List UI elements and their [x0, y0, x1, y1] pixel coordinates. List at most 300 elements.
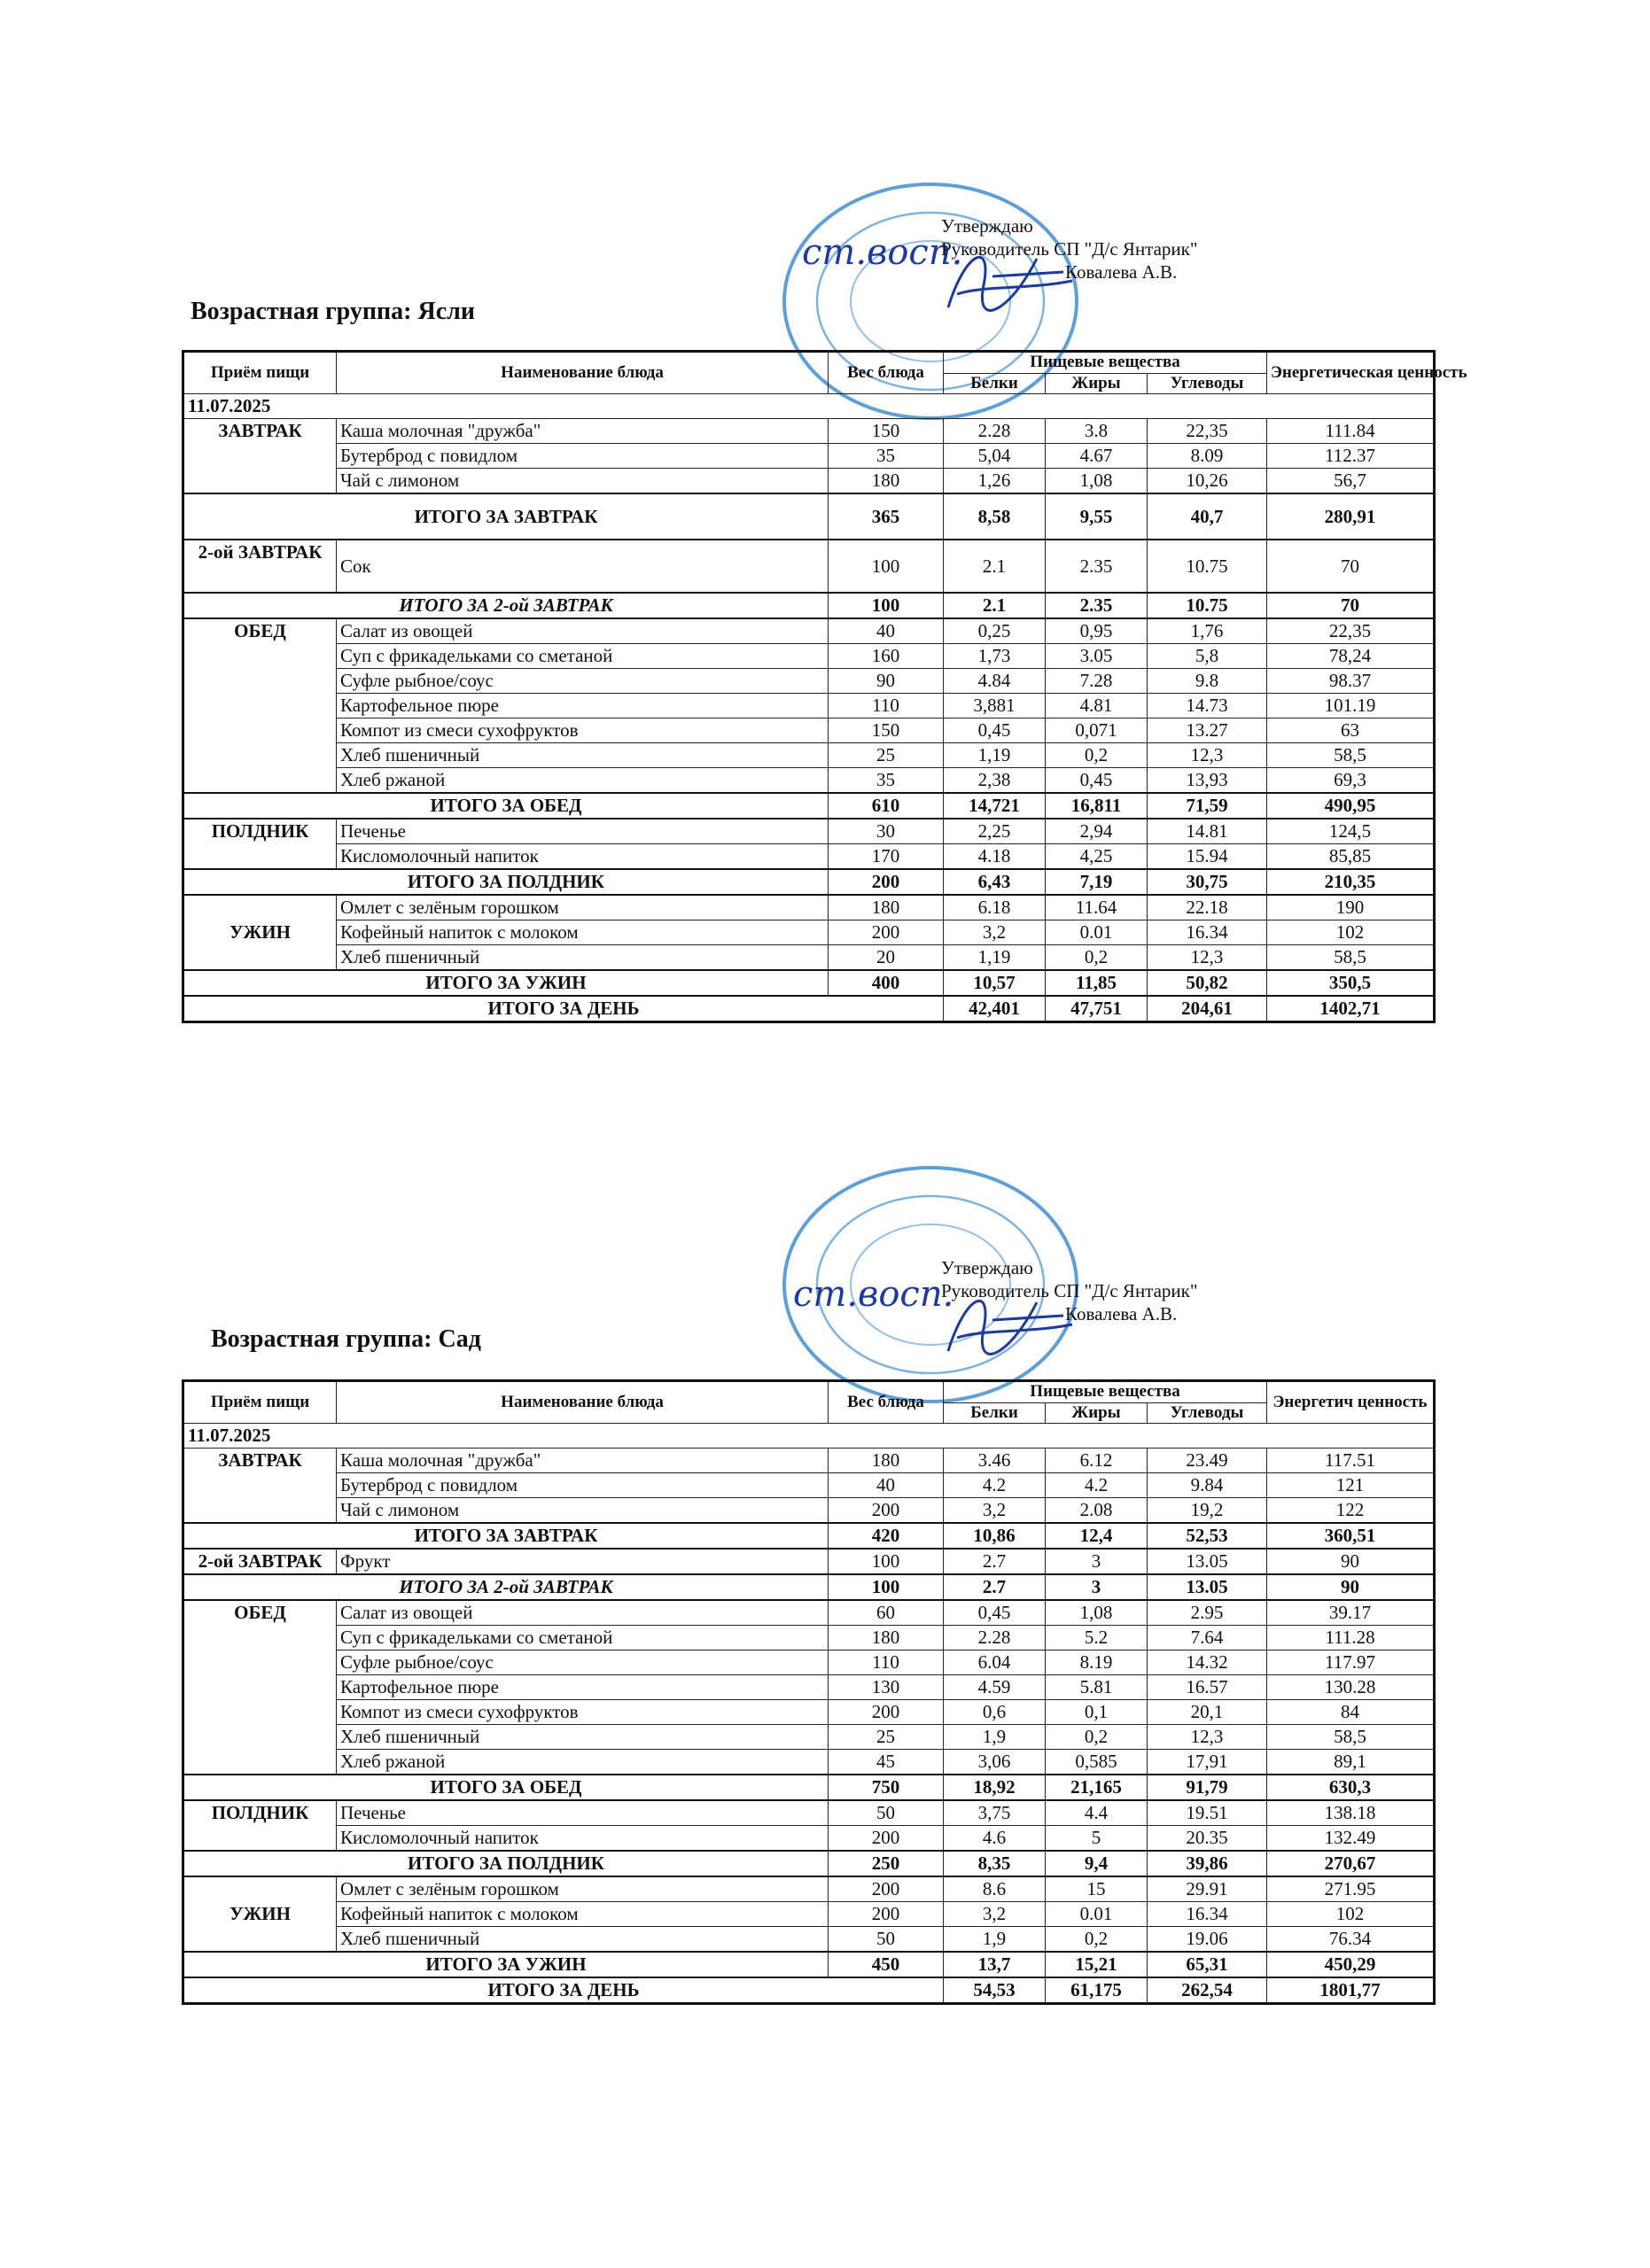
- total-protein: 8,35: [944, 1851, 1046, 1876]
- total-protein: 10,57: [944, 970, 1046, 996]
- dish-name: Картофельное пюре: [337, 1675, 829, 1700]
- fat: 15: [1046, 1876, 1148, 1902]
- total-label: ИТОГО ЗА ПОЛДНИК: [183, 1851, 829, 1876]
- dish-name: Фрукт: [337, 1549, 829, 1574]
- meal-name: УЖИН: [183, 895, 337, 970]
- weight: 50: [829, 1927, 944, 1953]
- table-row: [183, 618, 1435, 644]
- fat: 0,2: [1046, 1725, 1148, 1750]
- table-row: [183, 920, 1435, 945]
- day-total-fat: 47,751: [1046, 996, 1148, 1022]
- carbs: 22.18: [1148, 895, 1267, 920]
- fat: 0.01: [1046, 1902, 1148, 1927]
- protein: 1,9: [944, 1725, 1046, 1750]
- fat: 4,25: [1046, 844, 1148, 870]
- menu-date: 11.07.2025: [183, 394, 1435, 419]
- weight: 45: [829, 1750, 944, 1775]
- total-carbs: 50,82: [1148, 970, 1267, 996]
- fat: 0,2: [1046, 743, 1148, 768]
- meal-total-row: [183, 1851, 1435, 1876]
- dish-name: Чай с лимоном: [337, 1498, 829, 1524]
- approval-line-2: Руководитель СП "Д/с Янтарик": [941, 1280, 1198, 1301]
- carbs: 13.27: [1148, 718, 1267, 743]
- weight: 35: [829, 444, 944, 469]
- menu-table-nursery: [182, 350, 1467, 1023]
- dish-name: Кисломолочный напиток: [337, 844, 829, 870]
- meal-name: ЗАВТРАК: [183, 1449, 337, 1524]
- carbs: 2.95: [1148, 1600, 1267, 1626]
- energy: 89,1: [1267, 1750, 1435, 1775]
- protein: 8.6: [944, 1876, 1046, 1902]
- total-label: ИТОГО ЗА ПОЛДНИК: [183, 869, 829, 895]
- total-protein: 10,86: [944, 1523, 1046, 1549]
- fat: 5: [1046, 1826, 1148, 1852]
- total-carbs: 39,86: [1148, 1851, 1267, 1876]
- meal-total-row: [183, 593, 1435, 618]
- total-protein: 8,58: [944, 493, 1046, 540]
- table-row: [183, 819, 1435, 844]
- total-protein: 6,43: [944, 869, 1046, 895]
- protein: 6.18: [944, 895, 1046, 920]
- energy: 111.28: [1267, 1626, 1435, 1651]
- total-carbs: 52,53: [1148, 1523, 1267, 1549]
- protein: 4.59: [944, 1675, 1046, 1700]
- day-total-carbs: 262,54: [1148, 1977, 1267, 2004]
- fat: 4.67: [1046, 444, 1148, 469]
- energy: 117.97: [1267, 1651, 1435, 1675]
- weight: 50: [829, 1800, 944, 1826]
- header-carbs: Углеводы: [1148, 373, 1267, 394]
- energy: 90: [1267, 1549, 1435, 1574]
- header-meal: Приём пищи: [183, 1381, 337, 1424]
- dish-name: Хлеб ржаной: [337, 1750, 829, 1775]
- energy: 111.84: [1267, 419, 1435, 444]
- protein: 4.2: [944, 1473, 1046, 1498]
- protein: 2,25: [944, 819, 1046, 844]
- weight: 100: [829, 1549, 944, 1574]
- fat: 2.08: [1046, 1498, 1148, 1524]
- weight: 110: [829, 694, 944, 718]
- carbs: 23.49: [1148, 1449, 1267, 1473]
- carbs: 19,2: [1148, 1498, 1267, 1524]
- protein: 3,2: [944, 1902, 1046, 1927]
- energy: 58,5: [1267, 743, 1435, 768]
- header-meal: Приём пищи: [183, 352, 337, 394]
- total-label: ИТОГО ЗА 2-ой ЗАВТРАК: [183, 593, 829, 618]
- dish-name: Кисломолочный напиток: [337, 1826, 829, 1852]
- dish-name: Салат из овощей: [337, 618, 829, 644]
- date-row: [183, 394, 1435, 419]
- table-row: [183, 1498, 1435, 1524]
- total-fat: 3: [1046, 1574, 1148, 1600]
- menu-table-kindergarten: [182, 1379, 1436, 2005]
- dish-name: Кофейный напиток с молоком: [337, 1902, 829, 1927]
- meal-name: 2-ой ЗАВТРАК: [183, 1549, 337, 1574]
- weight: 20: [829, 945, 944, 971]
- fat: 3.8: [1046, 419, 1148, 444]
- fat: 1,08: [1046, 469, 1148, 494]
- protein: 0,45: [944, 718, 1046, 743]
- protein: 5,04: [944, 444, 1046, 469]
- dish-name: Картофельное пюре: [337, 694, 829, 718]
- day-total-protein: 54,53: [944, 1977, 1046, 2004]
- meal-name: ОБЕД: [183, 618, 337, 793]
- table-row: [183, 444, 1435, 469]
- fat: 0,2: [1046, 1927, 1148, 1953]
- total-carbs: 65,31: [1148, 1952, 1267, 1977]
- carbs: 16.34: [1148, 1902, 1267, 1927]
- table-row: [183, 1449, 1435, 1473]
- energy: 63: [1267, 718, 1435, 743]
- table-row: [183, 1700, 1435, 1725]
- fat: 4.2: [1046, 1473, 1148, 1498]
- total-fat: 9,55: [1046, 493, 1148, 540]
- weight: 180: [829, 895, 944, 920]
- dish-name: Салат из овощей: [337, 1600, 829, 1626]
- fat: 4.81: [1046, 694, 1148, 718]
- fat: 0,585: [1046, 1750, 1148, 1775]
- table-row: [183, 1725, 1435, 1750]
- weight: 30: [829, 819, 944, 844]
- protein: 3,2: [944, 920, 1046, 945]
- dish-name: Бутерброд с повидлом: [337, 1473, 829, 1498]
- total-label: ИТОГО ЗА УЖИН: [183, 1952, 829, 1977]
- fat: 3.05: [1046, 644, 1148, 669]
- total-fat: 9,4: [1046, 1851, 1148, 1876]
- total-fat: 11,85: [1046, 970, 1148, 996]
- approval-line-1: Утверждаю: [941, 215, 1033, 237]
- dish-name: Хлеб пшеничный: [337, 743, 829, 768]
- total-energy: 90: [1267, 1574, 1435, 1600]
- fat: 4.4: [1046, 1800, 1148, 1826]
- weight: 160: [829, 644, 944, 669]
- weight: 200: [829, 1700, 944, 1725]
- energy: 121: [1267, 1473, 1435, 1498]
- day-total-carbs: 204,61: [1148, 996, 1267, 1022]
- energy: 132.49: [1267, 1826, 1435, 1852]
- meal-total-row: [183, 869, 1435, 895]
- table-row: [183, 743, 1435, 768]
- carbs: 10,26: [1148, 469, 1267, 494]
- dish-name: Сок: [337, 540, 829, 593]
- protein: 4.84: [944, 669, 1046, 694]
- carbs: 15.94: [1148, 844, 1267, 870]
- meal-name: ПОЛДНИК: [183, 1800, 337, 1851]
- total-label: ИТОГО ЗА ОБЕД: [183, 1775, 829, 1800]
- dish-name: Хлеб пшеничный: [337, 945, 829, 971]
- energy: 56,7: [1267, 469, 1435, 494]
- total-protein: 2.7: [944, 1574, 1046, 1600]
- total-fat: 12,4: [1046, 1523, 1148, 1549]
- protein: 0,6: [944, 1700, 1046, 1725]
- fat: 8.19: [1046, 1651, 1148, 1675]
- meal-total-row: [183, 793, 1435, 819]
- table-row: [183, 895, 1435, 920]
- table-row: [183, 1927, 1435, 1953]
- carbs: 13,93: [1148, 768, 1267, 794]
- menu-date: 11.07.2025: [183, 1424, 1435, 1449]
- total-weight: 400: [829, 970, 944, 996]
- fat: 0,1: [1046, 1700, 1148, 1725]
- carbs: 20,1: [1148, 1700, 1267, 1725]
- approval-block: [941, 1256, 1197, 1325]
- table-row: [183, 844, 1435, 870]
- carbs: 8.09: [1148, 444, 1267, 469]
- protein: 4.18: [944, 844, 1046, 870]
- weight: 25: [829, 743, 944, 768]
- header-protein: Белки: [944, 1402, 1046, 1424]
- total-fat: 16,811: [1046, 793, 1148, 819]
- dish-name: Омлет с зелёным горошком: [337, 1876, 829, 1902]
- fat: 3: [1046, 1549, 1148, 1574]
- meal-total-row: [183, 1523, 1435, 1549]
- total-energy: 450,29: [1267, 1952, 1435, 1977]
- meal-total-row: [183, 1775, 1435, 1800]
- carbs: 10.75: [1148, 540, 1267, 593]
- dish-name: Суфле рыбное/соус: [337, 1651, 829, 1675]
- total-weight: 100: [829, 593, 944, 618]
- dish-name: Чай с лимоном: [337, 469, 829, 494]
- total-protein: 2.1: [944, 593, 1046, 618]
- day-total-label: ИТОГО ЗА ДЕНЬ: [183, 1977, 944, 2004]
- weight: 35: [829, 768, 944, 794]
- carbs: 17,91: [1148, 1750, 1267, 1775]
- carbs: 14.73: [1148, 694, 1267, 718]
- handwritten-note: ст.восп.: [793, 1274, 954, 1315]
- table-row: [183, 1902, 1435, 1927]
- total-energy: 70: [1267, 593, 1435, 618]
- dish-name: Печенье: [337, 1800, 829, 1826]
- protein: 2.7: [944, 1549, 1046, 1574]
- carbs: 14.81: [1148, 819, 1267, 844]
- total-label: ИТОГО ЗА ОБЕД: [183, 793, 829, 819]
- protein: 2,38: [944, 768, 1046, 794]
- protein: 1,19: [944, 945, 1046, 971]
- protein: 3,06: [944, 1750, 1046, 1775]
- total-weight: 365: [829, 493, 944, 540]
- total-weight: 100: [829, 1574, 944, 1600]
- approval-line-1: Утверждаю: [941, 1257, 1033, 1278]
- day-total-row: [183, 1977, 1435, 2004]
- total-label: ИТОГО ЗА 2-ой ЗАВТРАК: [183, 1574, 829, 1600]
- group-title-nursery: Возрастная группа: Ясли: [191, 298, 475, 325]
- total-carbs: 10.75: [1148, 593, 1267, 618]
- total-fat: 21,165: [1046, 1775, 1148, 1800]
- fat: 0,45: [1046, 768, 1148, 794]
- weight: 150: [829, 718, 944, 743]
- energy: 102: [1267, 920, 1435, 945]
- total-carbs: 71,59: [1148, 793, 1267, 819]
- energy: 58,5: [1267, 1725, 1435, 1750]
- meal-name: ОБЕД: [183, 1600, 337, 1775]
- total-weight: 420: [829, 1523, 944, 1549]
- energy: 98.37: [1267, 669, 1435, 694]
- total-weight: 250: [829, 1851, 944, 1876]
- approval-block: [941, 214, 1197, 284]
- header-dish: Наименование блюда: [337, 1381, 829, 1424]
- dish-name: Хлеб пшеничный: [337, 1725, 829, 1750]
- header-energy: Энергетич ценность: [1267, 1381, 1435, 1424]
- carbs: 1,76: [1148, 618, 1267, 644]
- total-weight: 450: [829, 1952, 944, 1977]
- total-energy: 350,5: [1267, 970, 1435, 996]
- approval-line-3: Ковалева А.В.: [1065, 1303, 1178, 1324]
- weight: 200: [829, 1876, 944, 1902]
- energy: 84: [1267, 1700, 1435, 1725]
- table-row: [183, 1626, 1435, 1651]
- carbs: 13.05: [1148, 1549, 1267, 1574]
- total-carbs: 30,75: [1148, 869, 1267, 895]
- fat: 6.12: [1046, 1449, 1148, 1473]
- meal-name: 2-ой ЗАВТРАК: [183, 540, 337, 593]
- day-total-energy: 1402,71: [1267, 996, 1435, 1022]
- protein: 1,26: [944, 469, 1046, 494]
- total-protein: 14,721: [944, 793, 1046, 819]
- fat: 0,071: [1046, 718, 1148, 743]
- header-weight: Вес блюда: [829, 352, 944, 394]
- meal-total-row: [183, 1574, 1435, 1600]
- dish-name: Суп с фрикадельками со сметаной: [337, 644, 829, 669]
- dish-name: Каша молочная "дружба": [337, 1449, 829, 1473]
- energy: 101.19: [1267, 694, 1435, 718]
- fat: 5.81: [1046, 1675, 1148, 1700]
- carbs: 7.64: [1148, 1626, 1267, 1651]
- table-row: [183, 1800, 1435, 1826]
- energy: 117.51: [1267, 1449, 1435, 1473]
- header-fat: Жиры: [1046, 373, 1148, 394]
- carbs: 22,35: [1148, 419, 1267, 444]
- table-row: [183, 1473, 1435, 1498]
- weight: 60: [829, 1600, 944, 1626]
- fat: 5.2: [1046, 1626, 1148, 1651]
- meal-name: ПОЛДНИК: [183, 819, 337, 869]
- table-row: [183, 1600, 1435, 1626]
- protein: 3,2: [944, 1498, 1046, 1524]
- energy: 39.17: [1267, 1600, 1435, 1626]
- energy: 138.18: [1267, 1800, 1435, 1826]
- total-weight: 610: [829, 793, 944, 819]
- energy: 78,24: [1267, 644, 1435, 669]
- header-nutrients: Пищевые вещества: [944, 1381, 1267, 1403]
- table-row: [183, 945, 1435, 971]
- total-energy: 280,91: [1267, 493, 1435, 540]
- header-dish: Наименование блюда: [337, 352, 829, 394]
- total-weight: 200: [829, 869, 944, 895]
- menu-body: [183, 1424, 1435, 2004]
- table-row: [183, 718, 1435, 743]
- total-weight: 750: [829, 1775, 944, 1800]
- approval-line-3: Ковалева А.В.: [1065, 261, 1178, 283]
- energy: 130.28: [1267, 1675, 1435, 1700]
- header-carbs: Углеводы: [1148, 1402, 1267, 1424]
- dish-name: Кофейный напиток с молоком: [337, 920, 829, 945]
- carbs: 19.51: [1148, 1800, 1267, 1826]
- table-row: [183, 644, 1435, 669]
- table-row: [183, 1675, 1435, 1700]
- protein: 3,881: [944, 694, 1046, 718]
- weight: 180: [829, 1449, 944, 1473]
- energy: 122: [1267, 1498, 1435, 1524]
- weight: 200: [829, 1498, 944, 1524]
- protein: 6.04: [944, 1651, 1046, 1675]
- fat: 1,08: [1046, 1600, 1148, 1626]
- table-row: [183, 469, 1435, 494]
- table-row: [183, 1826, 1435, 1852]
- energy: 58,5: [1267, 945, 1435, 971]
- carbs: 9.84: [1148, 1473, 1267, 1498]
- protein: 3.46: [944, 1449, 1046, 1473]
- total-fat: 2.35: [1046, 593, 1148, 618]
- weight: 200: [829, 1902, 944, 1927]
- header-protein: Белки: [944, 373, 1046, 394]
- header-nutrients: Пищевые вещества: [944, 352, 1267, 374]
- group-title-kindergarten: Возрастная группа: Сад: [211, 1325, 481, 1353]
- total-label: ИТОГО ЗА ЗАВТРАК: [183, 1523, 829, 1549]
- weight: 130: [829, 1675, 944, 1700]
- day-total-energy: 1801,77: [1267, 1977, 1435, 2004]
- energy: 102: [1267, 1902, 1435, 1927]
- meal-total-row: [183, 493, 1435, 540]
- meal-name: УЖИН: [183, 1876, 337, 1952]
- total-energy: 270,67: [1267, 1851, 1435, 1876]
- weight: 110: [829, 1651, 944, 1675]
- meal-total-row: [183, 970, 1435, 996]
- energy: 112.37: [1267, 444, 1435, 469]
- protein: 2.28: [944, 1626, 1046, 1651]
- total-fat: 15,21: [1046, 1952, 1148, 1977]
- day-total-label: ИТОГО ЗА ДЕНЬ: [183, 996, 944, 1022]
- approval-line-2: Руководитель СП "Д/с Янтарик": [941, 238, 1198, 260]
- protein: 0,25: [944, 618, 1046, 644]
- weight: 90: [829, 669, 944, 694]
- dish-name: Компот из смеси сухофруктов: [337, 718, 829, 743]
- carbs: 19.06: [1148, 1927, 1267, 1953]
- protein: 0,45: [944, 1600, 1046, 1626]
- energy: 124,5: [1267, 819, 1435, 844]
- dish-name: Омлет с зелёным горошком: [337, 895, 829, 920]
- table-row: [183, 419, 1435, 444]
- total-carbs: 40,7: [1148, 493, 1267, 540]
- weight: 40: [829, 618, 944, 644]
- energy: 85,85: [1267, 844, 1435, 870]
- fat: 0.01: [1046, 920, 1148, 945]
- header-fat: Жиры: [1046, 1402, 1148, 1424]
- weight: 40: [829, 1473, 944, 1498]
- total-label: ИТОГО ЗА ЗАВТРАК: [183, 493, 829, 540]
- weight: 200: [829, 920, 944, 945]
- day-total-row: [183, 996, 1435, 1022]
- dish-name: Каша молочная "дружба": [337, 419, 829, 444]
- table-row: [183, 1651, 1435, 1675]
- dish-name: Хлеб ржаной: [337, 768, 829, 794]
- day-total-protein: 42,401: [944, 996, 1046, 1022]
- dish-name: Суфле рыбное/соус: [337, 669, 829, 694]
- protein: 3,75: [944, 1800, 1046, 1826]
- fat: 7.28: [1046, 669, 1148, 694]
- protein: 1,73: [944, 644, 1046, 669]
- energy: 70: [1267, 540, 1435, 593]
- carbs: 5,8: [1148, 644, 1267, 669]
- fat: 0,2: [1046, 945, 1148, 971]
- protein: 4.6: [944, 1826, 1046, 1852]
- total-energy: 360,51: [1267, 1523, 1435, 1549]
- weight: 170: [829, 844, 944, 870]
- fat: 0,95: [1046, 618, 1148, 644]
- weight: 180: [829, 469, 944, 494]
- dish-name: Компот из смеси сухофруктов: [337, 1700, 829, 1725]
- energy: 69,3: [1267, 768, 1435, 794]
- energy: 76.34: [1267, 1927, 1435, 1953]
